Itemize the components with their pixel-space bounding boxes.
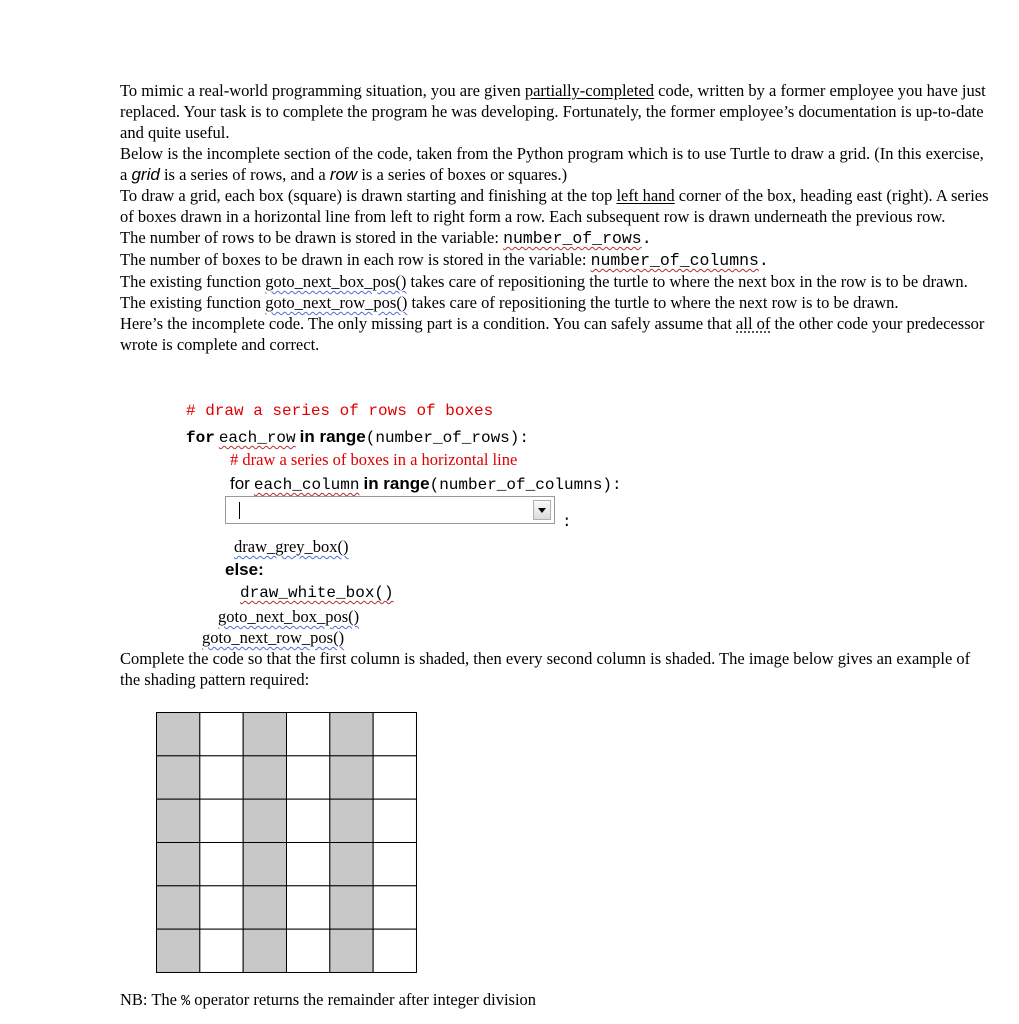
grid-cell-shaded bbox=[157, 756, 200, 799]
nb-note: NB: The % operator returns the remainder after integer division bbox=[120, 990, 537, 1010]
intro-paragraph-2: Below is the incomplete section of the code, taken from the Python program which is to use Turtle to draw a grid. (In this exercise, a grid is a series of rows, and a row is a series of boxes or squares.) bbox=[120, 144, 984, 184]
grid-cell-empty bbox=[286, 756, 329, 799]
intro-paragraph-6: The existing function goto_next_box_pos() takes care of repositioning the turtle to where the next box in the row is to be drawn. The existing function goto_next_row_pos() takes care of repositioning the turtle to where the next row is to be drawn. bbox=[120, 272, 968, 312]
grid-cell-empty bbox=[200, 886, 243, 929]
grid-cell-shaded bbox=[330, 842, 373, 885]
intro-paragraph-1: To mimic a real-world programming situation, you are given partially-completed code, written by a former employee you have just replaced. Your task is to complete the program he was developing. Fortunately, the former employee’s documentation is up-to-date and quite useful. bbox=[120, 81, 986, 142]
code-else: else: bbox=[225, 560, 264, 579]
grid-cell-shaded bbox=[157, 799, 200, 842]
condition-colon: : bbox=[562, 513, 572, 531]
grid-cell-empty bbox=[200, 929, 243, 972]
grid-cell-empty bbox=[373, 842, 416, 885]
code-draw-white-box: draw_white_box() bbox=[240, 584, 394, 602]
chevron-down-icon[interactable] bbox=[533, 500, 551, 520]
grid-cell-shaded bbox=[243, 886, 286, 929]
text-caret bbox=[239, 502, 240, 519]
grid-cell-empty bbox=[373, 756, 416, 799]
grid-cell-shaded bbox=[157, 886, 200, 929]
grid-cell-shaded bbox=[243, 756, 286, 799]
grid-cell-shaded bbox=[243, 842, 286, 885]
grid-cell-empty bbox=[286, 842, 329, 885]
grid-cell-empty bbox=[286, 886, 329, 929]
number-of-rows-var: number_of_rows bbox=[503, 229, 642, 248]
grid-cell-empty bbox=[200, 842, 243, 885]
grid-cell-empty bbox=[373, 886, 416, 929]
intro-paragraph-7: Here’s the incomplete code. The only missing part is a condition. You can safely assume that all of the other code your predecessor wrote is complete and correct. bbox=[120, 314, 985, 354]
code-draw-grey-box: draw_grey_box() bbox=[234, 537, 349, 556]
partially-completed-link[interactable]: partially-completed bbox=[524, 81, 655, 100]
grid-cell-empty bbox=[286, 799, 329, 842]
grid-cell-empty bbox=[286, 713, 329, 756]
condition-dropdown[interactable] bbox=[225, 496, 555, 524]
grid-cell-shaded bbox=[330, 886, 373, 929]
grid-cell-empty bbox=[200, 799, 243, 842]
number-of-columns-var: number_of_columns bbox=[590, 251, 759, 270]
grid-cell-shaded bbox=[157, 929, 200, 972]
grid-cell-shaded bbox=[330, 799, 373, 842]
grid-cell-empty bbox=[373, 929, 416, 972]
grid-cell-shaded bbox=[330, 929, 373, 972]
goto-next-box-pos-ref: goto_next_box_pos() bbox=[265, 272, 407, 291]
intro-paragraph-3: To draw a grid, each box (square) is drawn starting and finishing at the top left hand corner of the box, heading east (right). A series of boxes drawn in a horizontal line from left to right form a row. Each subsequent row is drawn underneath the previous row. bbox=[120, 186, 989, 226]
instructions-text bbox=[120, 80, 990, 355]
grid-cell-empty bbox=[286, 929, 329, 972]
grid-cell-shaded bbox=[243, 799, 286, 842]
goto-next-row-pos-ref: goto_next_row_pos() bbox=[265, 293, 408, 312]
grid-cell-empty bbox=[200, 756, 243, 799]
left-hand-link[interactable]: left hand bbox=[616, 186, 675, 205]
row-term: row bbox=[329, 165, 358, 184]
code-comment-rows: # draw a series of rows of boxes bbox=[186, 402, 494, 420]
code-comment-columns: # draw a series of boxes in a horizontal line bbox=[230, 450, 518, 469]
code-goto-next-box: goto_next_box_pos() bbox=[218, 607, 360, 626]
intro-paragraph-5: The number of boxes to be drawn in each row is stored in the variable: number_of_columns. bbox=[120, 250, 769, 270]
shading-instruction: Complete the code so that the first column is shaded, then every second column is shaded. The image below gives an example of the shading pattern required: bbox=[120, 649, 971, 689]
code-goto-next-row: goto_next_row_pos() bbox=[202, 628, 345, 647]
grid-cell-shaded bbox=[157, 842, 200, 885]
code-for-columns: for each_column in range(number_of_columns): bbox=[230, 474, 622, 494]
code-for-rows: for each_row in range(number_of_rows): bbox=[186, 427, 529, 447]
grid-term: grid bbox=[131, 165, 160, 184]
grid-cell-shaded bbox=[330, 756, 373, 799]
grid-cell-empty bbox=[200, 713, 243, 756]
grid-cell-shaded bbox=[157, 713, 200, 756]
grid-cell-empty bbox=[373, 799, 416, 842]
grid-cell-shaded bbox=[330, 713, 373, 756]
grid-cell-shaded bbox=[243, 929, 286, 972]
shading-pattern-grid bbox=[156, 712, 418, 974]
grid-cell-shaded bbox=[243, 713, 286, 756]
grid-cell-empty bbox=[373, 713, 416, 756]
intro-paragraph-4: The number of rows to be drawn is stored in the variable: number_of_rows. bbox=[120, 228, 652, 248]
